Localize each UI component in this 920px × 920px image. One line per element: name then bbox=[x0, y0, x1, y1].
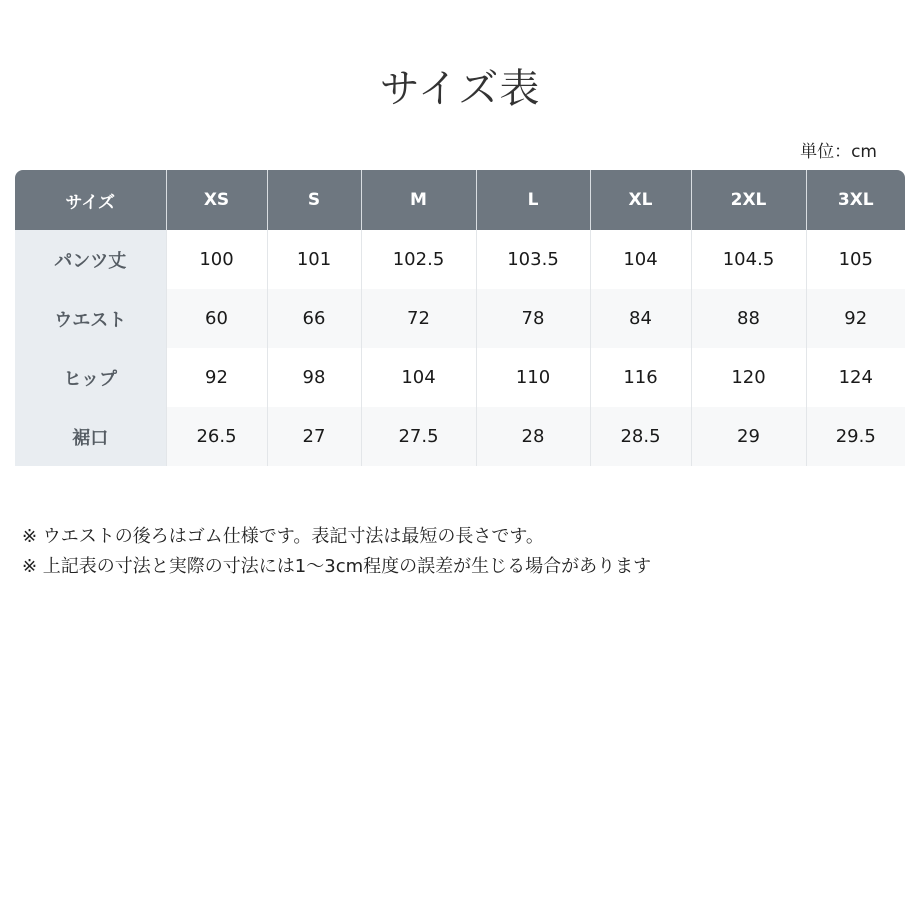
table-cell: 29.5 bbox=[806, 407, 905, 466]
row-label: 裾口 bbox=[15, 407, 166, 466]
table-cell: 27.5 bbox=[361, 407, 476, 466]
unit-label: 単位：cm bbox=[800, 142, 877, 162]
table-cell: 78 bbox=[476, 289, 590, 348]
note-elastic-waist: ※ ウエストの後ろはゴム仕様です。表記寸法は最短の長さです。 bbox=[22, 526, 544, 547]
table-cell: 28 bbox=[476, 407, 590, 466]
header-cell-l: L bbox=[476, 170, 590, 230]
table-cell: 92 bbox=[806, 289, 905, 348]
note-measurement-tolerance: ※ 上記表の寸法と実際の寸法には1〜3cm程度の誤差が生じる場合があります bbox=[22, 556, 652, 577]
table-cell: 60 bbox=[166, 289, 267, 348]
table-row bbox=[15, 348, 905, 407]
header-cell-xl: XL bbox=[590, 170, 691, 230]
table-cell: 104 bbox=[361, 348, 476, 407]
table-cell: 100 bbox=[166, 230, 267, 289]
table-row bbox=[15, 289, 905, 348]
header-cell-2xl: 2XL bbox=[691, 170, 806, 230]
table-cell: 84 bbox=[590, 289, 691, 348]
header-cell-m: M bbox=[361, 170, 476, 230]
header-cell-3xl: 3XL bbox=[806, 170, 905, 230]
size-table-container bbox=[15, 170, 905, 466]
table-cell: 27 bbox=[267, 407, 361, 466]
table-cell: 29 bbox=[691, 407, 806, 466]
notes bbox=[22, 522, 651, 582]
table-cell: 103.5 bbox=[476, 230, 590, 289]
table-cell: 92 bbox=[166, 348, 267, 407]
row-label: パンツ丈 bbox=[15, 230, 166, 289]
table-cell: 26.5 bbox=[166, 407, 267, 466]
size-table-body bbox=[15, 230, 905, 466]
table-cell: 66 bbox=[267, 289, 361, 348]
header-cell-xs: XS bbox=[166, 170, 267, 230]
table-cell: 104 bbox=[590, 230, 691, 289]
table-cell: 102.5 bbox=[361, 230, 476, 289]
row-label: ウエスト bbox=[15, 289, 166, 348]
table-cell: 98 bbox=[267, 348, 361, 407]
table-cell: 110 bbox=[476, 348, 590, 407]
table-row bbox=[15, 407, 905, 466]
table-cell: 88 bbox=[691, 289, 806, 348]
table-cell: 104.5 bbox=[691, 230, 806, 289]
table-cell: 72 bbox=[361, 289, 476, 348]
header-row bbox=[15, 170, 905, 230]
table-cell: 124 bbox=[806, 348, 905, 407]
table-cell: 120 bbox=[691, 348, 806, 407]
row-label: ヒップ bbox=[15, 348, 166, 407]
header-cell-size: サイズ bbox=[15, 170, 166, 230]
size-table-header bbox=[15, 170, 905, 230]
size-table bbox=[15, 170, 905, 466]
table-cell: 105 bbox=[806, 230, 905, 289]
page-title: サイズ表 bbox=[379, 66, 541, 112]
table-cell: 116 bbox=[590, 348, 691, 407]
table-cell: 101 bbox=[267, 230, 361, 289]
table-row bbox=[15, 230, 905, 289]
table-cell: 28.5 bbox=[590, 407, 691, 466]
header-cell-s: S bbox=[267, 170, 361, 230]
